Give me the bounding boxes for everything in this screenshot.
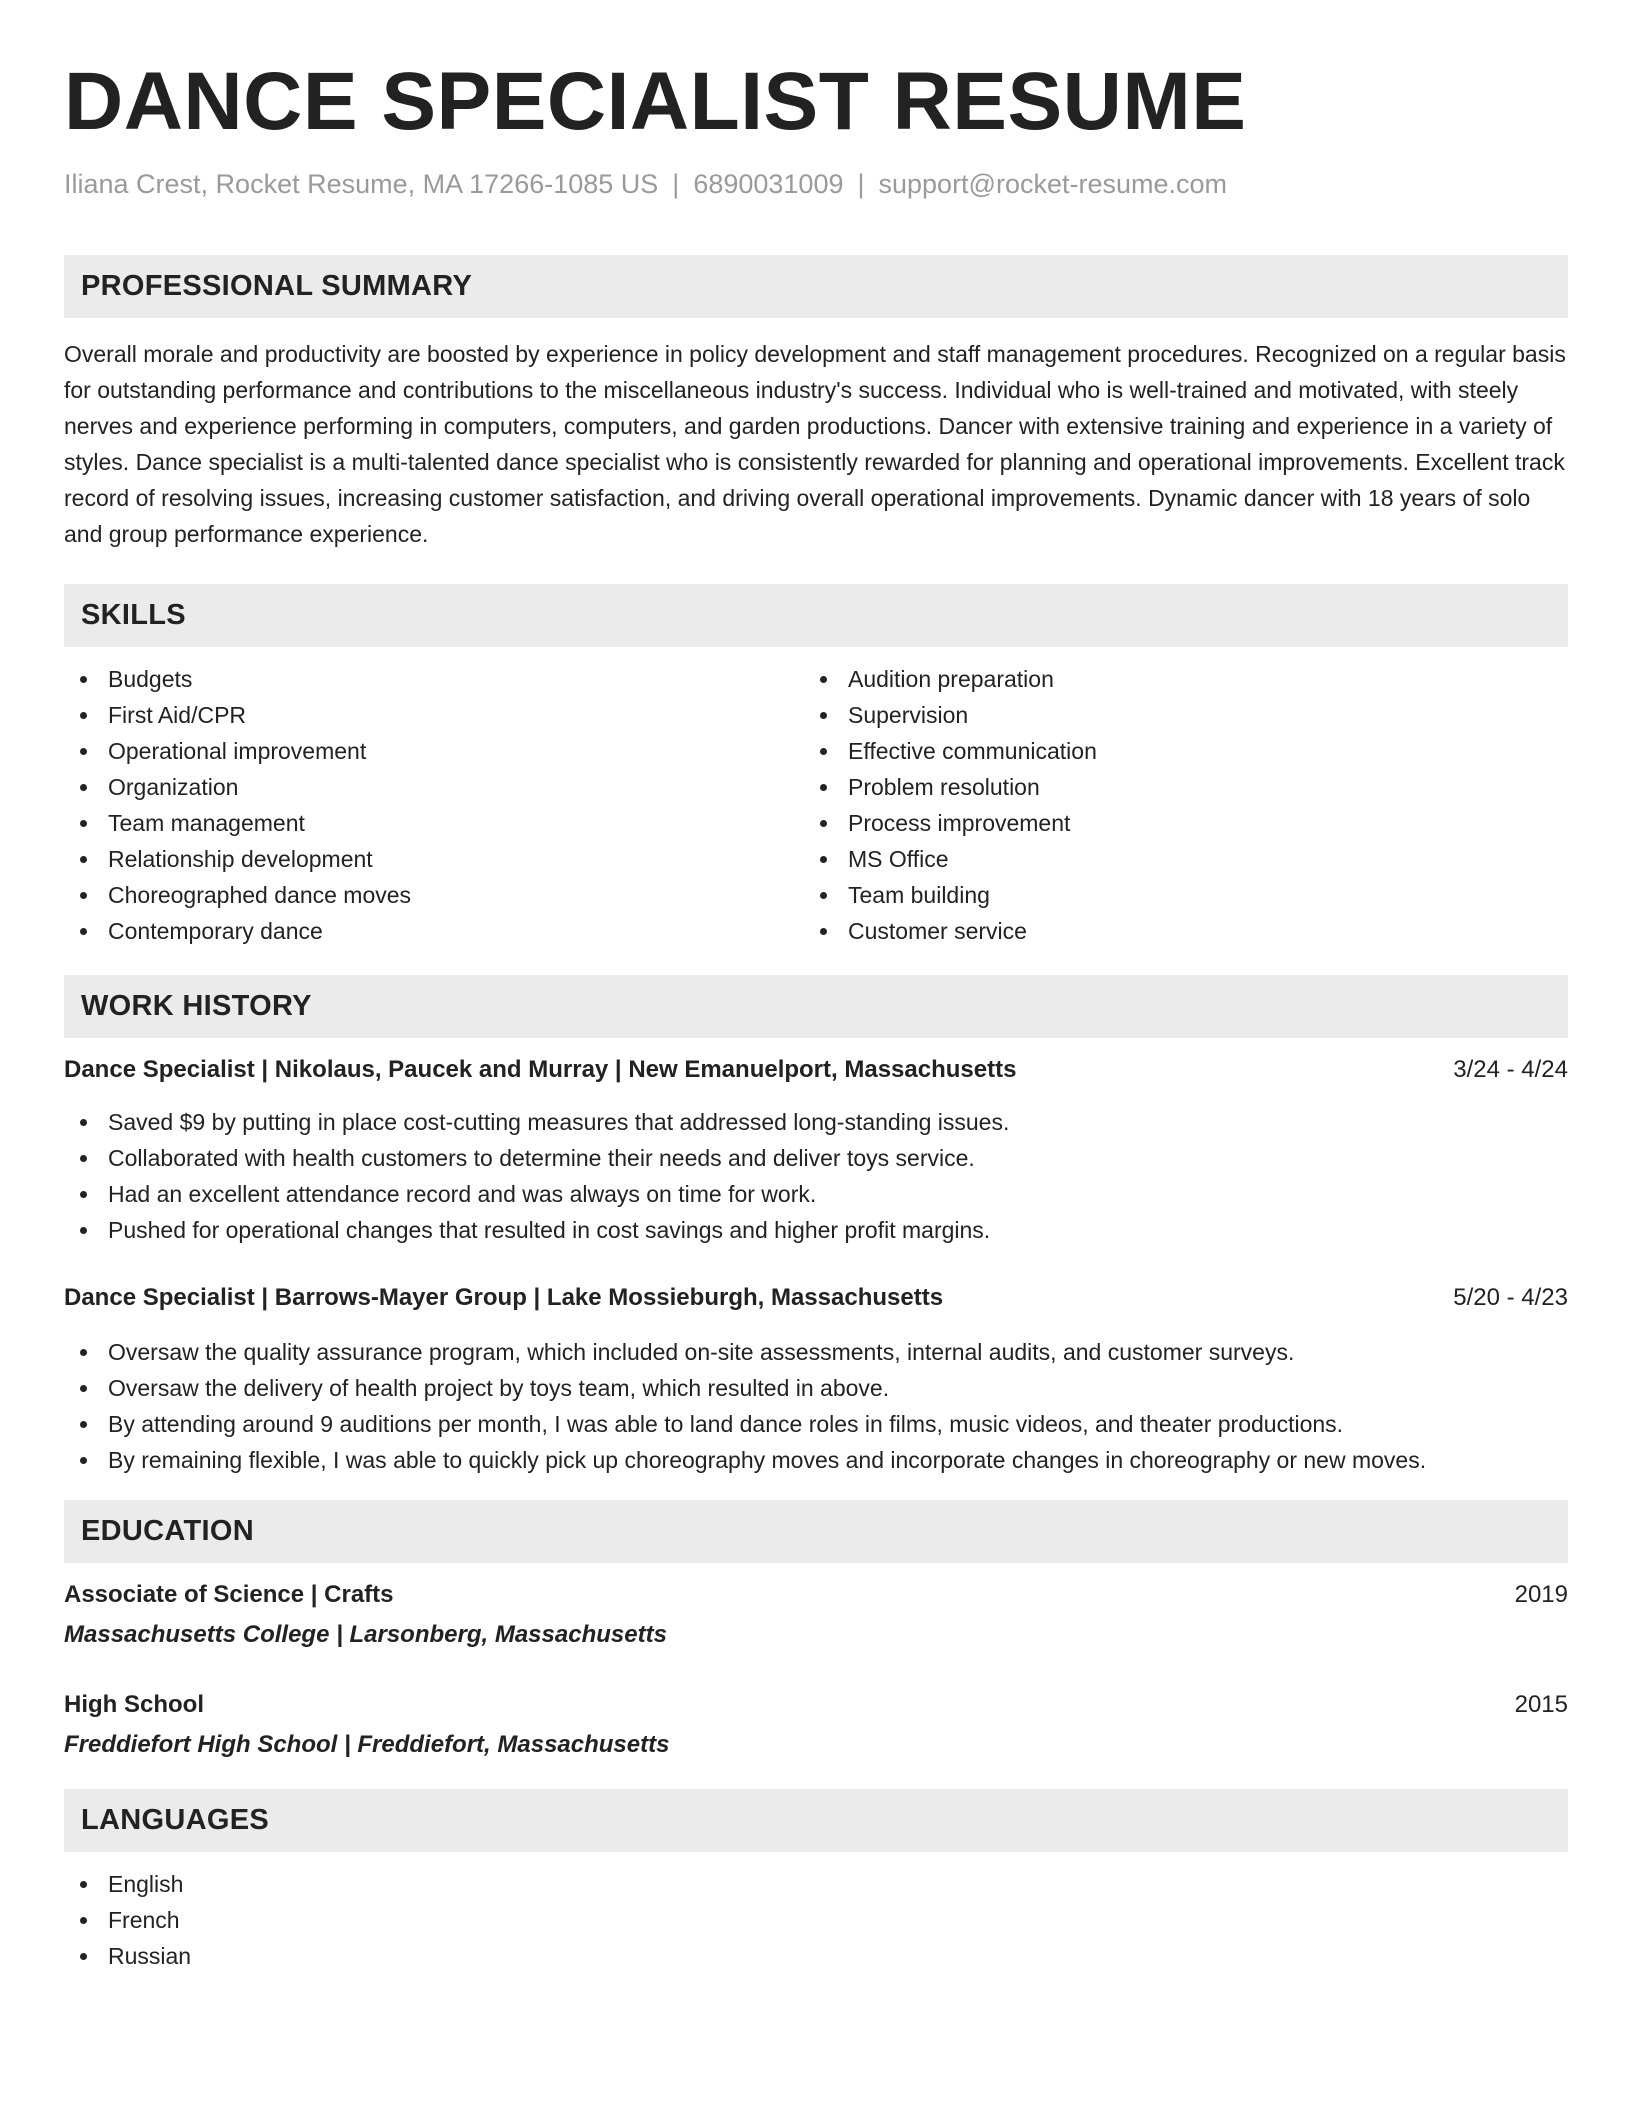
section-header-work-history: WORK HISTORY: [64, 975, 1568, 1038]
skill-item: Audition preparation: [804, 661, 1544, 697]
job-bullet: Oversaw the delivery of health project by toys team, which resulted in above.: [64, 1370, 1568, 1406]
education-heading: [64, 1687, 1568, 1723]
section-header-education: EDUCATION: [64, 1500, 1568, 1563]
section-header-summary: PROFESSIONAL SUMMARY: [64, 255, 1568, 318]
skill-item: Customer service: [804, 913, 1544, 949]
section-header-languages: LANGUAGES: [64, 1789, 1568, 1852]
contact-line: [64, 166, 1568, 202]
contact-address: Iliana Crest, Rocket Resume, MA 17266-1085 US: [64, 169, 659, 199]
skill-item: Choreographed dance moves: [64, 877, 804, 913]
language-item: French: [64, 1902, 1568, 1938]
job-heading: [64, 1280, 1568, 1316]
skill-item: Operational improvement: [64, 733, 804, 769]
skills-column-right: [804, 661, 1544, 949]
section-header-skills: SKILLS: [64, 584, 1568, 647]
skill-item: Team management: [64, 805, 804, 841]
language-item: English: [64, 1866, 1568, 1902]
education-school: Freddiefort High School | Freddiefort, Massachusetts: [64, 1731, 670, 1758]
skill-item: Supervision: [804, 697, 1544, 733]
job-bullet: Collaborated with health customers to determine their needs and deliver toys service.: [64, 1140, 1568, 1176]
job-bullets: [64, 1104, 1568, 1248]
skill-item: Problem resolution: [804, 769, 1544, 805]
job-bullets: [64, 1334, 1568, 1478]
job-bullet: By attending around 9 auditions per month, I was able to land dance roles in films, music videos, and theater productions.: [64, 1406, 1568, 1442]
skill-item: First Aid/CPR: [64, 697, 804, 733]
education-year: 2015: [1514, 1691, 1568, 1718]
education-year: 2019: [1514, 1581, 1568, 1608]
language-item: Russian: [64, 1938, 1568, 1974]
contact-separator: |: [857, 169, 865, 199]
skill-item: Relationship development: [64, 841, 804, 877]
skill-item: Contemporary dance: [64, 913, 804, 949]
contact-email: support@rocket-resume.com: [878, 169, 1228, 199]
job-bullet: Pushed for operational changes that resulted in cost savings and higher profit margins.: [64, 1212, 1568, 1248]
summary-text: Overall morale and productivity are boosted by experience in policy development and staff management procedures. Recognized on a regular basis for outstanding performance and contributions to the miscellaneous industry's success. Individual who is well-trained and motivated, with steely nerves and experience performing in computers, computers, and garden productions. Dancer with extensive training and experience in a variety of styles. Dance specialist is a multi-talented dance specialist who is consistently rewarded for planning and operational improvements. Excellent track record of resolving issues, increasing customer satisfaction, and driving overall operational improvements. Dynamic dancer with 18 years of solo and group performance experience.: [64, 341, 1566, 547]
skill-item: Process improvement: [804, 805, 1544, 841]
job-dates: 5/20 - 4/23: [1453, 1284, 1568, 1311]
job-bullet: Oversaw the quality assurance program, which included on-site assessments, internal audits, and customer surveys.: [64, 1334, 1568, 1370]
skills-column-left: [64, 661, 804, 949]
skill-item: Team building: [804, 877, 1544, 913]
skill-item: Organization: [64, 769, 804, 805]
job-bullet: By remaining flexible, I was able to quickly pick up choreography moves and incorporate changes in choreography or new moves.: [64, 1442, 1568, 1478]
job-title: Dance Specialist | Barrows-Mayer Group | Lake Mossieburgh, Massachusetts: [64, 1284, 944, 1311]
skill-item: Effective communication: [804, 733, 1544, 769]
skill-item: MS Office: [804, 841, 1544, 877]
job-title: Dance Specialist | Nikolaus, Paucek and Murray | New Emanuelport, Massachusetts: [64, 1056, 1017, 1083]
resume-title: DANCE SPECIALIST RESUME: [64, 56, 1247, 147]
education-school: Massachusetts College | Larsonberg, Massachusetts: [64, 1621, 667, 1648]
education-degree: High School: [64, 1691, 204, 1718]
contact-separator: |: [672, 169, 680, 199]
job-dates: 3/24 - 4/24: [1453, 1056, 1568, 1083]
contact-phone: 6890031009: [693, 169, 844, 199]
job-bullet: Saved $9 by putting in place cost-cutting measures that addressed long-standing issues.: [64, 1104, 1568, 1140]
job-heading: [64, 1052, 1568, 1088]
skill-item: Budgets: [64, 661, 804, 697]
language-list: [64, 1866, 1568, 1974]
job-bullet: Had an excellent attendance record and was always on time for work.: [64, 1176, 1568, 1212]
skills-grid: [64, 661, 1568, 949]
education-degree: Associate of Science | Crafts: [64, 1581, 394, 1608]
education-heading: [64, 1577, 1568, 1613]
